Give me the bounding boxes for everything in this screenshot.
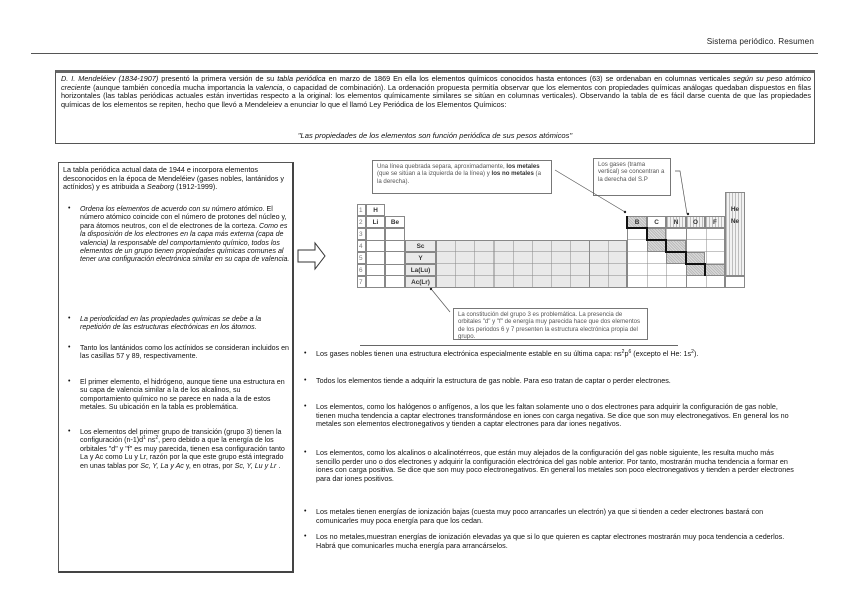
element-n: N	[666, 216, 686, 228]
diagram-divider	[360, 345, 678, 346]
intro-text-2: en marzo de 1869 En ella los elementos químicos conocidos hasta entonces (63) se ordenaban en columnas verticales	[325, 74, 734, 83]
element-f: F	[705, 216, 725, 228]
left-intro-text: La tabla periódica actual data de 1944 e incorpora elementos desconocidos en la época de Mendeléiev (gases nobles, lantánidos y actínidos) y es atribuida a	[63, 165, 284, 192]
right-bullet-4: Los elementos, como los alcalinos o alcalinotérreos, que están muy alejados de la configuración del gas noble siguiente, les resulta mucho más sencillo perder uno o dos electrones y adquirir la configuración electrónica del gas noble anterior. Por tanto, mostrarán mucha tendencia a formar en iones con carga positiva. Se dice que son muy poco electronegativos. En general los metales son poco electronegativos y tienden a perder electrones para dar iones positivos.	[316, 448, 794, 483]
intro-author: D. I. Mendeléiev (1834-1907)	[61, 74, 159, 83]
callout-text: Una línea quebrada separa, aproximadamente,	[377, 163, 507, 170]
element-la-lu: La(Lu)	[405, 264, 436, 276]
period-2: 2	[357, 216, 366, 228]
right-arrow-icon	[297, 241, 327, 271]
bullet-text: . El número atómico coincide con el número de protones del núcleo y, para átomos neutros, con el de electrones de la corteza.	[80, 205, 287, 230]
bullet-text: .	[276, 461, 281, 470]
bullet-text: Tanto los lantánidos como los actínidos se consideran incluidos en las casillas 57 y 89, respectivamente.	[80, 344, 289, 361]
period-1: 1	[357, 204, 366, 216]
bullet-icon: •	[304, 508, 307, 515]
period-3: 3	[357, 228, 366, 240]
superscript: 1	[143, 435, 146, 442]
left-intro-paragraph	[63, 166, 289, 192]
bullet-text: Los elementos del primer grupo de transición (grupo 3) tienen la configuración (n-1)d	[80, 428, 282, 445]
bullet-text: Ordena los elementos de acuerdo con su número atómico	[80, 205, 263, 213]
right-bullet-5: Los metales tienen energías de ionización bajas (cuesta muy poco arrancarles un electrón) ya que si tienden a ceder electrones bastará con comunicarles muy poca energía para que los cedan.	[316, 507, 764, 525]
callout-text: (a la derecha).	[377, 170, 541, 185]
element-he: He	[730, 206, 740, 213]
bullet-icon: •	[68, 344, 71, 351]
right-bullet-2: Todos los elementos tiende a adquirir la estructura de gas noble. Para eso tratan de captar o perder electrones.	[316, 376, 671, 385]
right-bullet-6: Los no metales,muestran energías de ionización elevadas ya que si lo que quieren es captar electrones mostrarán muy poca tendencia a cederlos. Habrá que comunicarles mucha energía para arrancárselos.	[316, 532, 785, 550]
callout-noble-gases: Los gases (trama vertical) se concentran a la derecha del S.P	[593, 158, 671, 196]
bullet-icon: •	[68, 428, 71, 435]
period-4: 4	[357, 240, 366, 252]
bullet-text: ns	[145, 436, 156, 445]
period-6: 6	[357, 264, 366, 276]
bullet-icon: •	[68, 378, 71, 385]
term-valencia: valencia	[255, 82, 283, 92]
left-bullet-4	[68, 378, 290, 412]
bullet-icon: •	[68, 315, 71, 322]
page-header-title: Sistema periódico. Resumen	[706, 37, 814, 46]
element-b: B	[627, 216, 647, 228]
left-bullet-2	[68, 315, 290, 332]
bullet-text: p	[624, 349, 629, 358]
element-y: Y	[405, 252, 436, 264]
left-bullet-1	[68, 205, 290, 264]
bullet-text: Sc, Y, Lu y Lr	[234, 461, 277, 470]
bullet-text: Sc, Y, La y Ac	[140, 461, 184, 470]
term-peso-atomico: según su peso atómico creciente	[61, 74, 811, 92]
callout-group-3: La constitución del grupo 3 es problemática. La presencia de orbitales "d" y "f" de energía muy parecida hace que dos elementos de los periodos 6 y 7 presenten la estructura electrónica propia del grupo.	[453, 308, 648, 340]
header-divider	[31, 53, 818, 54]
period-5: 5	[357, 252, 366, 264]
seaborg-name: Seaborg	[146, 182, 175, 192]
left-bullet-3	[68, 344, 290, 361]
period-7: 7	[357, 276, 366, 288]
element-li: Li	[366, 216, 385, 228]
intro-paragraph	[61, 75, 811, 109]
bullet-icon: •	[68, 205, 71, 212]
element-ac-lr: Ac(Lr)	[405, 276, 436, 288]
metal-nonmetal-divider	[350, 152, 795, 348]
superscript: 2	[621, 349, 625, 355]
bullet-text: La periodicidad en las propiedades químicas se debe a la repetición de las estructuras electrónicas en los átomos.	[80, 315, 262, 332]
bullet-text: Como es la disposición de los electrones en la capa más externa (capa de valencia) la responsable del comportamiento químico, todos los elementos de un grupo tienen propiedades químicas comunes al tener una configuración electrónica similar en su capa de valencia.	[80, 221, 290, 264]
element-o: O	[686, 216, 705, 228]
bullet-text: El primer elemento, el hidrógeno, aunque tiene una estructura en su capa de valencia similar a la de los alcalinos, su comportamiento químico no se parece en nada a la de estos metales. Su ubicación en la tabla es problemática.	[80, 378, 285, 412]
periodic-table-diagram	[350, 152, 795, 348]
bullet-text: Los gases nobles tienen una estructura electrónica especialmente estable en su última capa: ns	[316, 349, 622, 358]
term-tabla-periodica: tabla periódica	[277, 74, 326, 83]
element-be: Be	[385, 216, 405, 228]
superscript: 6	[628, 349, 632, 355]
bullet-icon: •	[304, 403, 307, 410]
left-bullet-5	[68, 428, 290, 470]
callout-bold: los no metales	[491, 170, 534, 178]
element-sc: Sc	[405, 240, 436, 252]
bullet-text: ).	[693, 349, 699, 358]
callout-text: (que se sitúan a la izquierda de la línea) y	[377, 170, 492, 178]
bullet-text: (excepto el He: 1s	[631, 349, 692, 358]
element-c: C	[647, 216, 666, 228]
element-h: H	[366, 204, 385, 216]
intro-text-4: , o capacidad de combinación). La ordenación propuesta permitía observar que los elementos con propiedades químicas análogas quedaban dispuestos en filas horizontales (las tablas periódicas actuales están invertidas respecto a la original: los elementos químicamente similares se sitúan en columnas verticales). Observando la tabla de es fácil darse cuenta de que las propiedades químicas de los elementos se repiten, hecho que llevó a Mendeleiev a enunciar lo que el llamó Ley Periódica de los Elementos Químicos:	[61, 82, 811, 109]
callout-bold: los metales	[506, 163, 540, 170]
superscript: 2	[691, 349, 694, 355]
periodic-law-quote: "Las propiedades de los elementos son función periódica de sus pesos atómicos"	[297, 131, 573, 140]
intro-text-3: (aunque también concedía mucha importancia la	[90, 82, 256, 92]
bullet-icon: •	[304, 350, 307, 357]
intro-text-1: presentó la primera versión de su	[158, 74, 278, 83]
element-ne: Ne	[730, 218, 740, 225]
bullet-text: , pero debido a que la energía de los orbitales "d" y "f" es muy parecida, tienen esa configuración tanto La y Ac como Lu y Lr, razón por la que este grupo está integrado en unas tablas por	[80, 436, 285, 470]
bullet-text: y, en otras, por	[183, 461, 235, 470]
left-intro-dates: (1912-1999).	[174, 182, 218, 192]
right-bullet-3: Los elementos, como los halógenos o anfígenos, a los que les faltan solamente uno o dos electrones para adquirir la configuración de gas noble, tienen mucha tendencia a captar electrones transformándose en iones con carga negativa. Se dice que son muy electronegativos. En general los no metales son elementos electronegativos y tienden a captar electrones para dar iones negativos.	[316, 402, 789, 429]
right-bullet-1	[304, 349, 794, 359]
bullet-icon: •	[304, 533, 307, 540]
bullet-icon: •	[304, 377, 307, 384]
superscript: 2	[155, 435, 159, 442]
bullet-icon: •	[304, 449, 307, 456]
